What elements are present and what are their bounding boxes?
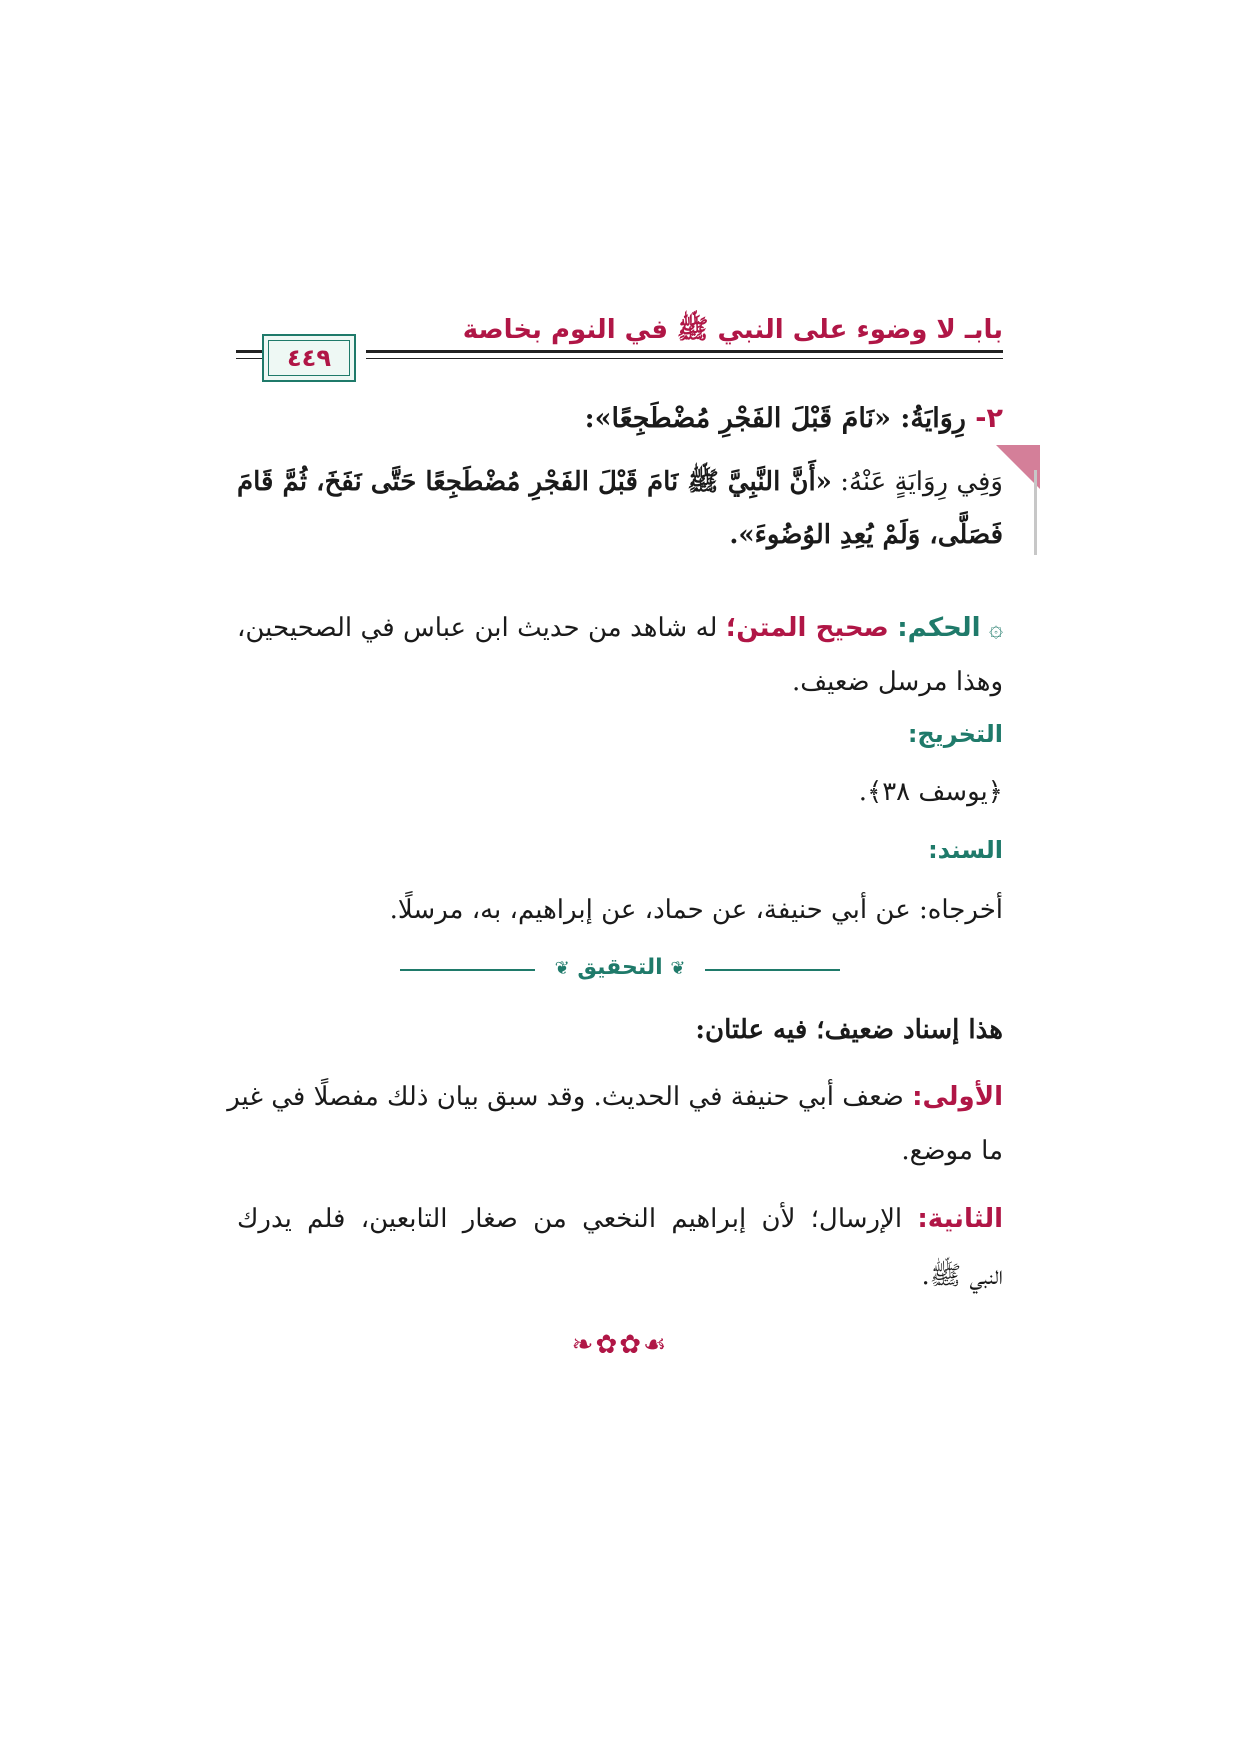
sanad-text: أخرجاه: عن أبي حنيفة، عن حماد، عن إبراهيم، به، مرسلًا. [389, 895, 1003, 925]
riwaya-line-2 [729, 520, 1003, 550]
tahqiq-title-text: التحقيق [577, 955, 663, 980]
header-rule-left-thin [236, 358, 262, 359]
tahqiq-statement: هذا إسناد ضعيف؛ فيه علتان: [695, 1015, 1003, 1045]
tahqiq-divider [400, 955, 840, 985]
tahqiq-title [535, 955, 705, 980]
end-ornament-icon: ❧✿✿☙ [571, 1330, 669, 1360]
hukm-line-1 [237, 613, 1003, 643]
divider-line-left [400, 969, 535, 971]
second-illa-label: الثانية: [917, 1204, 1003, 1234]
section-heading [585, 403, 1003, 434]
takhrij-reference: ﴿يوسف ٣٨﴾. [858, 777, 1003, 807]
divider-line-right [705, 969, 840, 971]
hukm-verdict: صحيح المتن؛ [725, 613, 889, 643]
second-illa-text: الإرسال؛ لأن إبراهيم النخعي من صغار التابعين، فلم يدرك [237, 1204, 903, 1234]
divider-ornament-right: ❦ [670, 958, 686, 979]
chapter-title: بابـ لا وضوء على النبي ﷺ في النوم بخاصة [462, 315, 1003, 345]
divider-ornament-left: ❦ [554, 958, 570, 979]
page-number-badge [262, 334, 356, 382]
sanad-label: السند: [928, 836, 1003, 864]
second-illa-line-2: النبي ﷺ. [921, 1261, 1003, 1291]
riwaya-side-bar [1034, 470, 1037, 555]
riwaya-text-1: «أَنَّ النَّبِيَّ ﷺ نَامَ قَبْلَ الفَجْرِ مُضْطَجِعًا حَتَّى نَفَخَ، ثُمَّ قَامَ [237, 467, 832, 497]
header-rule-thin [366, 358, 1003, 359]
page-number: ٤٤٩ [287, 344, 331, 372]
first-illa-line-1 [227, 1082, 1003, 1112]
hukm-text: له شاهد من حديث ابن عباس في الصحيحين، [237, 613, 718, 643]
section-heading-text: رِوَايَةُ: «نَامَ قَبْلَ الفَجْرِ مُضْطَجِعًا»: [584, 403, 966, 434]
first-illa-text: ضعف أبي حنيفة في الحديث. وقد سبق بيان ذلك مفصلًا في غير [227, 1082, 904, 1112]
first-illa-label: الأولى: [912, 1082, 1003, 1112]
riwaya-intro: وَفِي رِوَايَةٍ عَنْهُ: [831, 467, 1003, 497]
second-illa-line-1 [237, 1204, 1003, 1234]
header-rule-left [236, 350, 262, 353]
riwaya-line-1 [237, 465, 1003, 503]
riwaya-text-2: فَصَلَّى، وَلَمْ يُعِدِ الوُضُوءَ». [729, 520, 1003, 550]
rosette-icon: ۞ [988, 614, 1003, 642]
first-illa-line-2: ما موضع. [901, 1136, 1003, 1166]
header-rule [366, 350, 1003, 353]
hukm-line-2: وهذا مرسل ضعيف. [791, 667, 1003, 697]
section-number: ٢- [975, 403, 1003, 434]
takhrij-label: التخريج: [907, 720, 1003, 748]
hukm-label: الحكم: [897, 613, 981, 643]
